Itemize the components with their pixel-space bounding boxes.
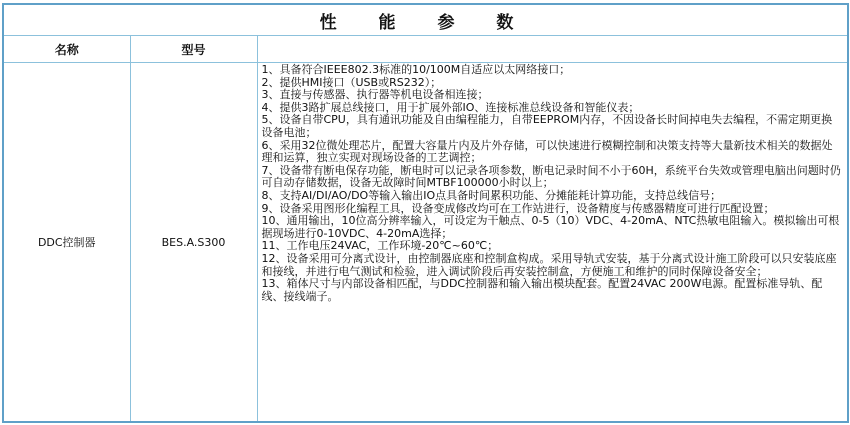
device-model: BES.A.S300 [130,63,257,423]
feature-item: 7、设备带有断电保存功能，断电时可以记录各项参数，断电记录时间不小于60H，系统平台失效或管理电脑出问题时仍可自动存储数据，设备无故障时间MTBF100000小时以上； [261,163,841,190]
header-row [3,36,848,63]
feature-item: 12、设备采用可分离式设计，由控制器底座和控制盒构成。采用导轨式安装，基于分离式设计施工阶段可以只安装底座和接线，并进行电气测试和检验，进入调试阶段后再安装控制盒，方便施工和维护的同时保障设备安全； [261,251,837,278]
feature-list [262,64,844,303]
description-cell [257,63,848,423]
title-row [3,4,848,36]
feature-item: 6、采用32位微处理芯片，配置大容量片内及片外存储，可以快速进行模糊控制和决策支持等大量新技术相关的数据处理和运算，独立实现对现场设备的工艺调控； [261,138,833,165]
header-model: 型号 [130,36,257,63]
feature-item: 5、设备自带CPU，具有通讯功能及自由编程能力，自带EEPROM内存，不因设备长时间掉电失去编程，不需定期更换设备电池； [261,113,833,139]
feature-item: 10、通用输出，10位高分辨率输入，可设定为干触点、0-5（10）VDC、4-20mA、NTC热敏电阻输入。模拟输出可根据现场进行0-10VDC、4-20mA选择； [261,214,840,240]
feature-item: 8、支持AI/DI/AO/DO等输入输出IO点具备时间累积功能、分摊能耗计算功能，支持总线信号； [261,188,722,202]
performance-table [2,3,849,423]
feature-item: 13、箱体尺寸与内部设备相匹配，与DDC控制器和输入输出模块配套。配置24VAC 200W电源。配置标准导轨、配线、接线端子。 [261,277,823,303]
feature-item: 3、直接与传感器、执行器等机电设备相连接； [261,88,489,102]
header-description [257,36,848,63]
feature-item: 4、提供3路扩展总线接口，用于扩展外部IO、连接标准总线设备和智能仪表； [261,100,640,114]
feature-item: 9、设备采用图形化编程工具，设备变成修改均可在工作站进行，设备精度与传感器精度可进行匹配设置； [261,201,775,215]
table-row [3,63,848,423]
feature-item: 2、提供HMI接口（USB或RS232）； [261,75,442,89]
device-name: DDC控制器 [3,63,130,423]
feature-item: 1、具备符合IEEE802.3标准的10/100M自适应以太网络接口； [261,63,571,76]
header-name: 名称 [3,36,130,63]
table-title: 性 能 参 数 [3,4,848,36]
feature-item: 11、工作电压24VAC，工作环境-20℃~60℃； [261,239,499,253]
